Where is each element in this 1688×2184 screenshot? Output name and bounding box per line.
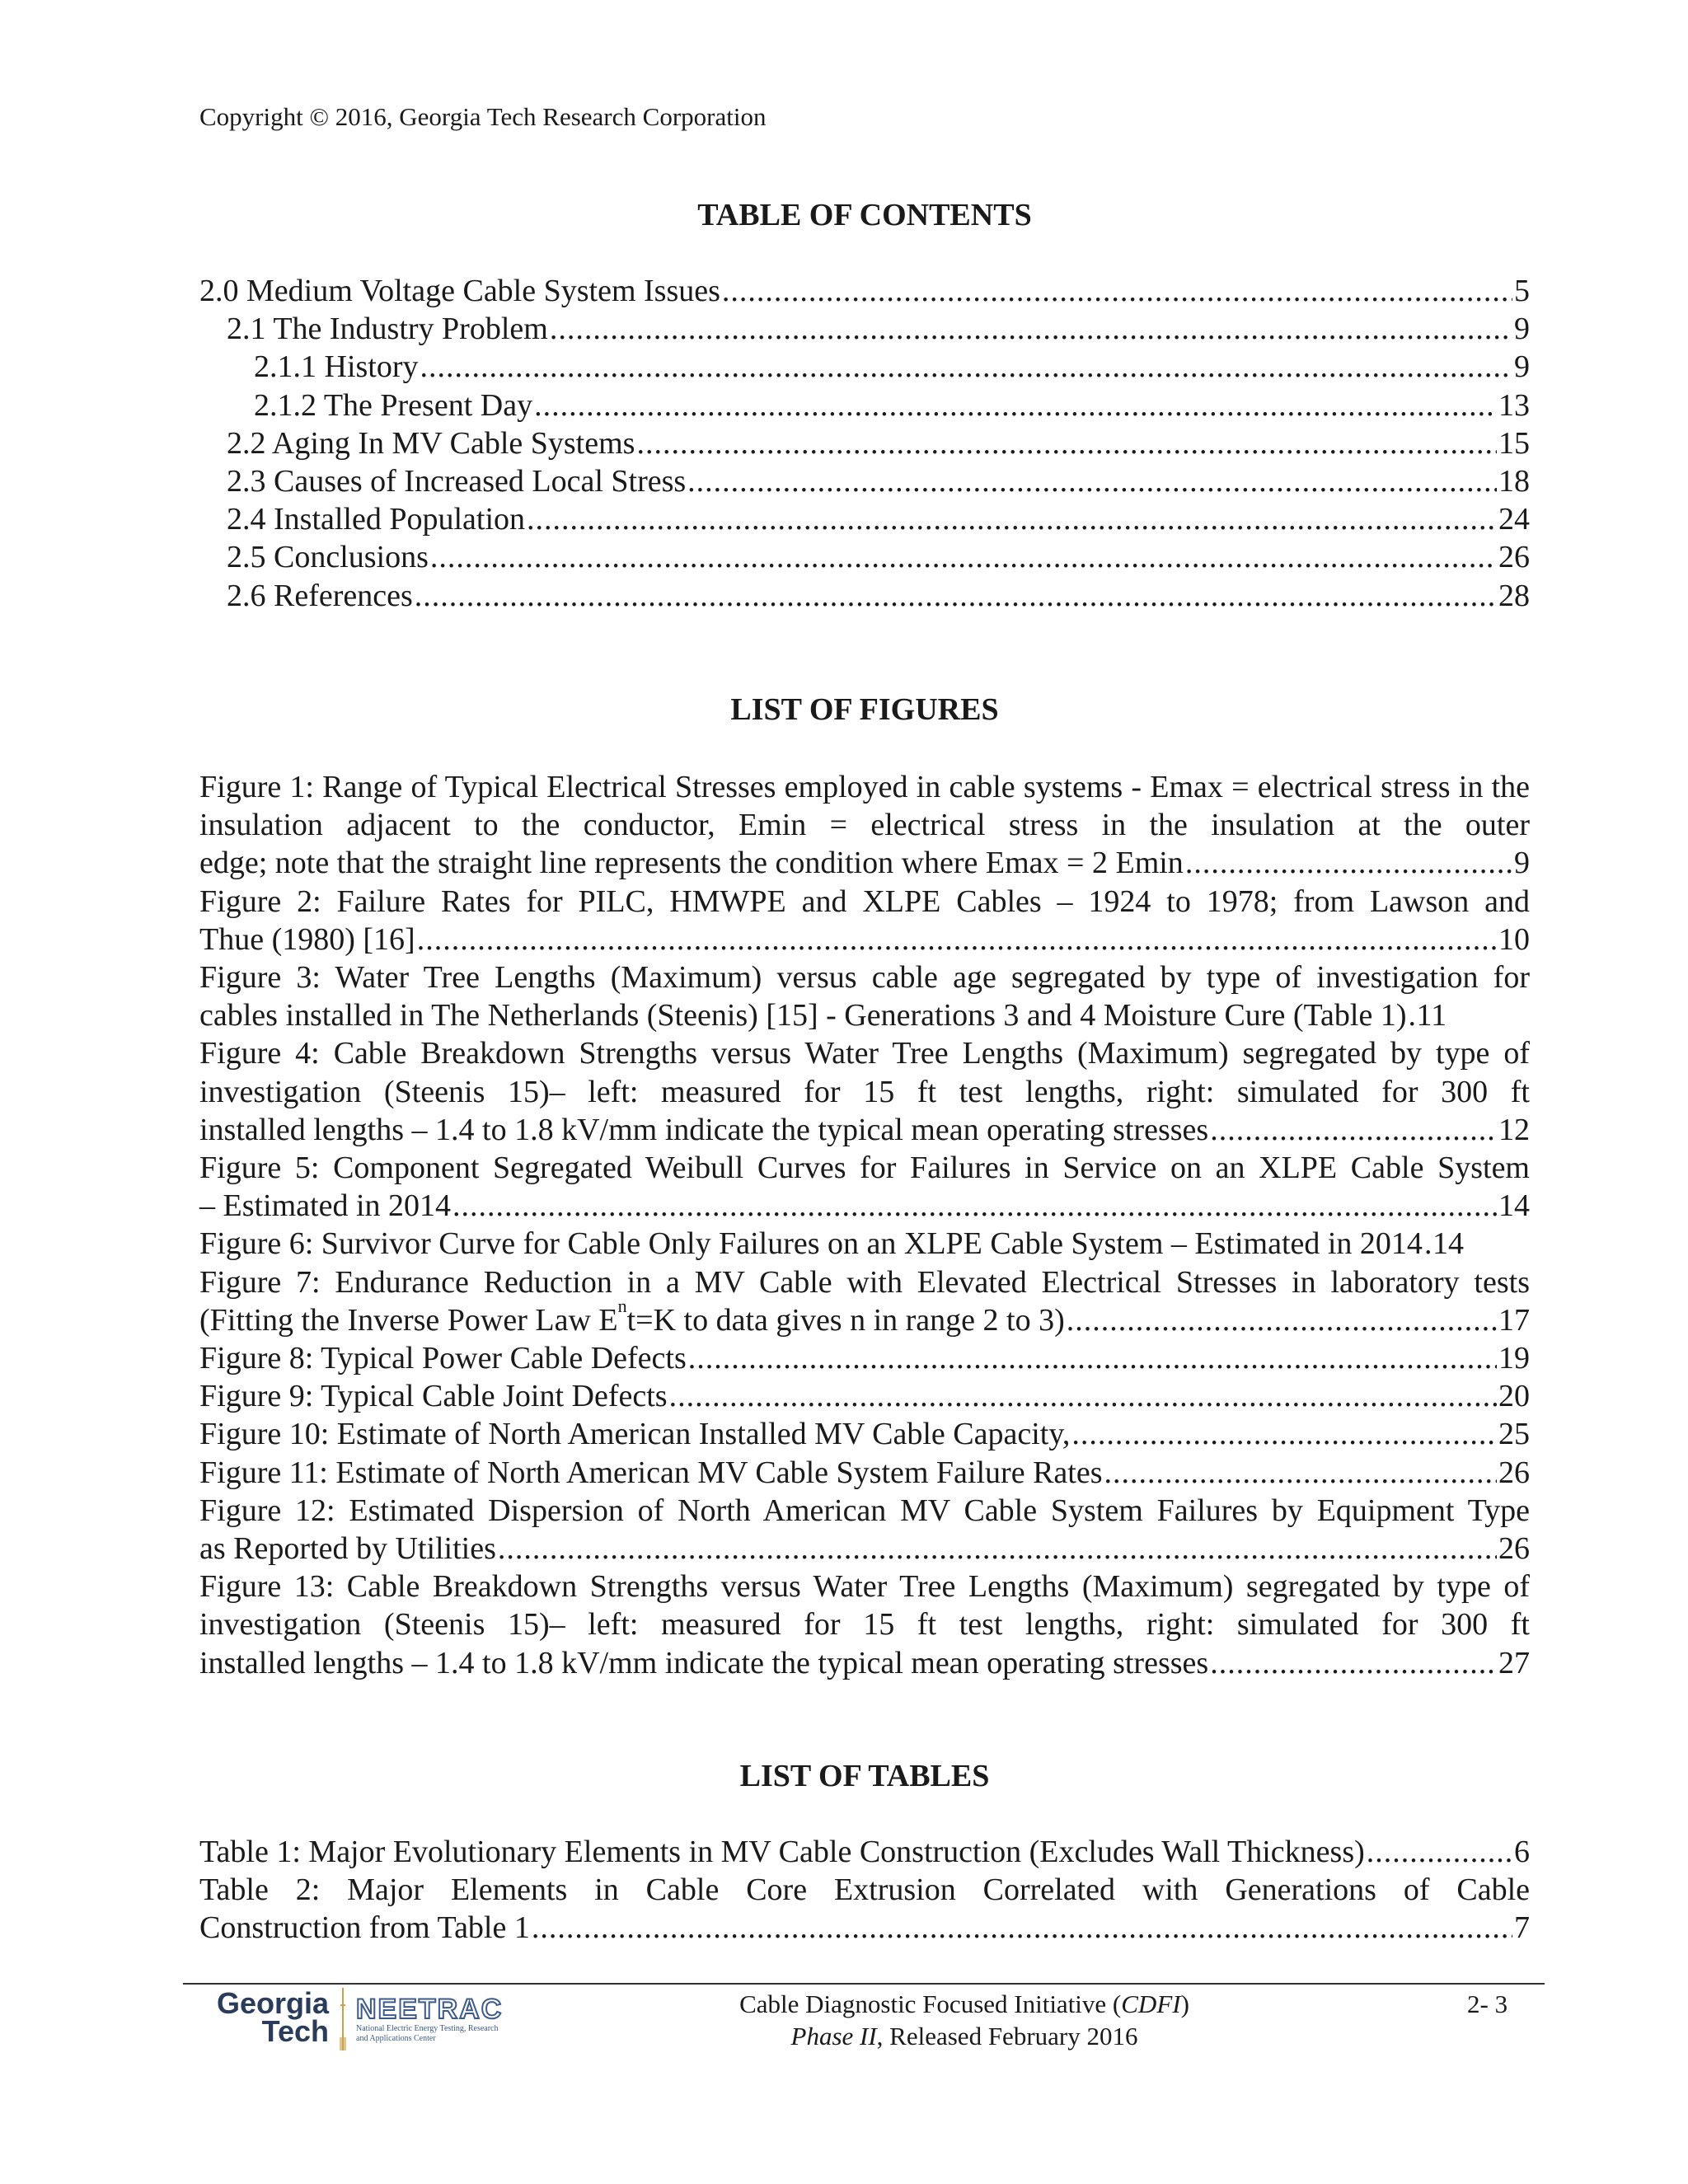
- tables-list: [199, 1833, 1530, 1947]
- figure-entry-text: Figure 7: Endurance Reduction in a MV Cable with Elevated Electrical Stresses in laboratory tests: [199, 1264, 1530, 1300]
- figure-entry-text: Figure 3: Water Tree Lengths (Maximum) versus cable age segregated by type of investigation for: [199, 960, 1530, 996]
- figure-entry-page: 9: [1514, 846, 1530, 881]
- figure-entry-text-last: edge; note that the straight line represents the condition where Emax = 2 Emin: [199, 846, 1184, 881]
- table-entry-text: Table 2: Major Elements in Cable Core Extrusion Correlated with Generations of Cable: [199, 1872, 1530, 1908]
- toc-heading: TABLE OF CONTENTS: [697, 198, 1032, 232]
- table-entry[interactable]: [199, 1833, 1530, 1871]
- toc-list: [199, 272, 1530, 615]
- figure-entry-text: Figure 4: Cable Breakdown Strengths versus Water Tree Lengths (Maximum) segregated by type of investigation (Steenis 15)– left: measured for 15 ft test lengths, right: simulated for 300 ft: [199, 1036, 1530, 1109]
- toc-entry-page: 26: [1498, 540, 1530, 575]
- tables-heading: LIST OF TABLES: [739, 1759, 990, 1793]
- figure-entry-text-last: Figure 9: Typical Cable Joint Defects: [199, 1379, 668, 1414]
- figure-entry-page: 12: [1498, 1112, 1530, 1147]
- toc-entry-label: 2.0 Medium Voltage Cable System Issues: [199, 274, 720, 308]
- figures-heading: LIST OF FIGURES: [730, 692, 999, 727]
- toc-entry-label: 2.3 Causes of Increased Local Stress: [227, 464, 687, 499]
- figure-entry[interactable]: [199, 1034, 1530, 1149]
- toc-entry-page: 18: [1498, 464, 1530, 499]
- toc-entry-label: 2.5 Conclusions: [227, 540, 429, 575]
- figure-entry-text: Figure 1: Range of Typical Electrical Stresses employed in cable systems - Emax = electrical stress in the insulation adjacent to the conductor, Emin = electrical stress in the insulation at the outer: [199, 770, 1530, 843]
- toc-entry[interactable]: [199, 348, 1530, 386]
- figure-entry-text-last: Figure 8: Typical Power Cable Defects: [199, 1341, 687, 1376]
- figure-entry[interactable]: [199, 1415, 1530, 1453]
- figure-entry-text-last: cables installed in The Netherlands (Steenis) [15] - Generations 3 and 4 Moisture Cure (Table 1): [199, 998, 1407, 1033]
- figure-entry-text-last: Figure 11: Estimate of North American MV Cable System Failure Rates: [199, 1455, 1103, 1490]
- figure-entry[interactable]: [199, 1149, 1530, 1225]
- figure-entry-page: 11: [1416, 998, 1447, 1033]
- figure-entry[interactable]: [199, 1492, 1530, 1568]
- table-entry-text-last: Table 1: Major Evolutionary Elements in MV Cable Construction (Excludes Wall Thickness): [199, 1835, 1365, 1869]
- figure-entry-text-last: installed lengths – 1.4 to 1.8 kV/mm indicate the typical mean operating stresses: [199, 1112, 1209, 1147]
- toc-entry-page: 15: [1498, 425, 1530, 461]
- figure-entry-text-last: as Reported by Utilities: [199, 1531, 496, 1567]
- figure-entry[interactable]: [199, 883, 1530, 958]
- figure-entry-page: 10: [1498, 921, 1530, 957]
- figure-entry[interactable]: [199, 958, 1530, 1034]
- figure-entry-text: Figure 12: Estimated Dispersion of North American MV Cable System Failures by Equipment Type: [199, 1493, 1530, 1528]
- figure-entry-page: 27: [1498, 1645, 1530, 1680]
- toc-entry-label: 2.2 Aging In MV Cable Systems: [227, 425, 635, 461]
- figure-entry-text: Figure 5: Component Segregated Weibull Curves for Failures in Service on an XLPE Cable System: [199, 1151, 1530, 1186]
- figure-entry-page: 14: [1432, 1226, 1464, 1262]
- figure-entry[interactable]: [199, 1263, 1530, 1339]
- figure-entry[interactable]: [199, 768, 1530, 883]
- page-number: 2- 3: [1467, 1990, 1508, 2018]
- figure-entry-page: 20: [1498, 1379, 1530, 1414]
- figure-entry[interactable]: [199, 1339, 1530, 1377]
- toc-entry-label: 2.1.2 The Present Day: [254, 387, 533, 423]
- toc-entry[interactable]: [199, 538, 1530, 576]
- tower-icon: [340, 1988, 346, 2050]
- footer-rule: [183, 1983, 1545, 1985]
- toc-entry-page: 5: [1514, 274, 1530, 308]
- neetrac-logo: NEETRAC National Electric Energy Testing, Research and Applications Center: [356, 1994, 504, 2043]
- georgia-tech-logo: Georgia Tech: [216, 1986, 329, 2048]
- figure-entry-page: 17: [1498, 1302, 1530, 1338]
- toc-entry-label: 2.6 References: [227, 578, 413, 613]
- footer-title: Cable Diagnostic Focused Initiative (CDFI) Phase II, Released February 2016: [739, 1990, 1189, 2050]
- table-entry[interactable]: [199, 1871, 1530, 1947]
- figure-entry-text-last: (Fitting the Inverse Power Law $E^nt=K$ to data gives n in range 2 to 3): [199, 1295, 1065, 1338]
- toc-entry-label: 2.1.1 History: [254, 349, 419, 385]
- toc-entry-label: 2.1 The Industry Problem: [227, 312, 548, 347]
- copyright-notice: Copyright © 2016, Georgia Tech Research Corporation: [199, 102, 767, 131]
- toc-entry-page: 24: [1498, 502, 1530, 537]
- toc-entry[interactable]: [199, 462, 1530, 500]
- figure-entry-text-last: – Estimated in 2014: [199, 1188, 452, 1224]
- table-entry-text-last: Construction from Table 1: [199, 1910, 530, 1946]
- figures-list: [199, 768, 1530, 1682]
- figure-entry-text-last: Figure 6: Survivor Curve for Cable Only Failures on an XLPE Cable System – Estimated in 2014: [199, 1226, 1423, 1262]
- figure-entry-text-last: Figure 10: Estimate of North American Installed MV Cable Capacity,: [199, 1417, 1071, 1452]
- figure-entry-page: 26: [1498, 1531, 1530, 1567]
- toc-entry[interactable]: [199, 577, 1530, 615]
- toc-entry[interactable]: [199, 272, 1530, 310]
- toc-entry-page: 9: [1514, 349, 1530, 385]
- figure-entry[interactable]: [199, 1377, 1530, 1415]
- figure-entry-page: 26: [1498, 1455, 1530, 1490]
- toc-entry-page: 9: [1514, 312, 1530, 347]
- toc-entry[interactable]: [199, 387, 1530, 424]
- toc-entry[interactable]: [199, 424, 1530, 462]
- toc-entry[interactable]: [199, 500, 1530, 538]
- figure-entry-page: 14: [1498, 1188, 1530, 1224]
- figure-entry[interactable]: [199, 1454, 1530, 1492]
- toc-entry[interactable]: [199, 310, 1530, 348]
- table-entry-page: 7: [1514, 1910, 1530, 1946]
- figure-entry-text: Figure 2: Failure Rates for PILC, HMWPE and XLPE Cables – 1924 to 1978; from Lawson and: [199, 883, 1530, 919]
- toc-entry-label: 2.4 Installed Population: [227, 502, 526, 537]
- figure-entry[interactable]: [199, 1225, 1530, 1263]
- toc-entry-page: 28: [1498, 578, 1530, 613]
- figure-entry-text-last: Thue (1980) [16]: [199, 921, 415, 957]
- figure-entry[interactable]: [199, 1568, 1530, 1682]
- figure-entry-page: 25: [1498, 1417, 1530, 1452]
- figure-entry-page: 19: [1498, 1341, 1530, 1376]
- toc-entry-page: 13: [1498, 387, 1530, 423]
- figure-entry-text: Figure 13: Cable Breakdown Strengths versus Water Tree Lengths (Maximum) segregated by type of investigation (Steenis 15)– left: measured for 15 ft test lengths, right: simulated for 300 ft: [199, 1569, 1530, 1643]
- figure-entry-text-last: installed lengths – 1.4 to 1.8 kV/mm indicate the typical mean operating stresses: [199, 1645, 1209, 1680]
- table-entry-page: 6: [1514, 1835, 1530, 1869]
